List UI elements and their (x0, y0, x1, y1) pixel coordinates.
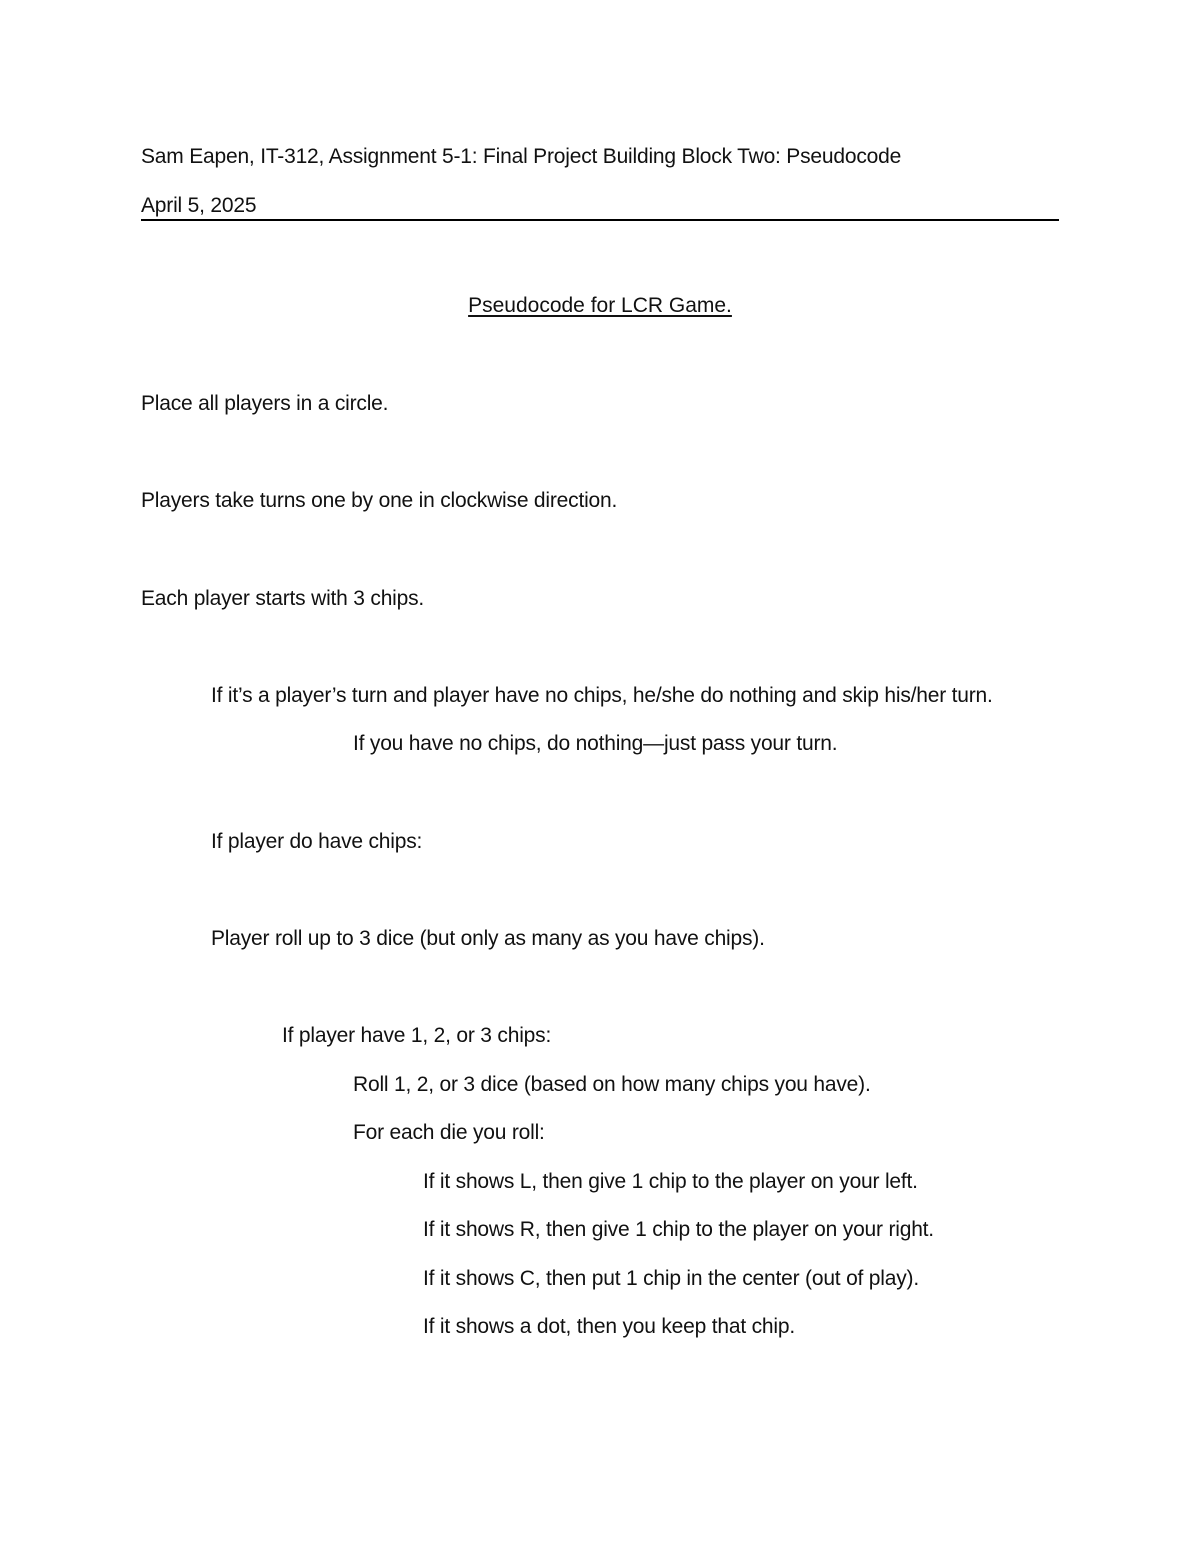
pseudocode-line-14: If it shows a dot, then you keep that chip. (423, 1315, 795, 1338)
pseudocode-line-5: If you have no chips, do nothing—just pass your turn. (353, 732, 838, 755)
pseudocode-line-12: If it shows R, then give 1 chip to the player on your right. (423, 1218, 934, 1241)
pseudocode-line-10: For each die you roll: (353, 1121, 545, 1144)
pseudocode-line-11: If it shows L, then give 1 chip to the player on your left. (423, 1170, 918, 1193)
pseudocode-line-13: If it shows C, then put 1 chip in the center (out of play). (423, 1267, 919, 1290)
document-title (0, 292, 1200, 320)
document-title-text: Pseudocode for LCR Game. (468, 294, 732, 317)
pseudocode-line-2: Players take turns one by one in clockwise direction. (141, 489, 618, 512)
pseudocode-line-4: If it’s a player’s turn and player have no chips, he/she do nothing and skip his/her turn. (211, 684, 993, 707)
author-line: Sam Eapen, IT-312, Assignment 5-1: Final Project Building Block Two: Pseudocode (141, 145, 902, 168)
pseudocode-line-3: Each player starts with 3 chips. (141, 587, 425, 610)
pseudocode-line-7: Player roll up to 3 dice (but only as many as you have chips). (211, 927, 765, 950)
pseudocode-line-6: If player do have chips: (211, 830, 423, 853)
header-divider (141, 219, 1059, 221)
pseudocode-line-8: If player have 1, 2, or 3 chips: (282, 1024, 552, 1047)
date-line: April 5, 2025 (141, 194, 257, 217)
pseudocode-line-1: Place all players in a circle. (141, 392, 389, 415)
pseudocode-line-9: Roll 1, 2, or 3 dice (based on how many chips you have). (353, 1073, 871, 1096)
